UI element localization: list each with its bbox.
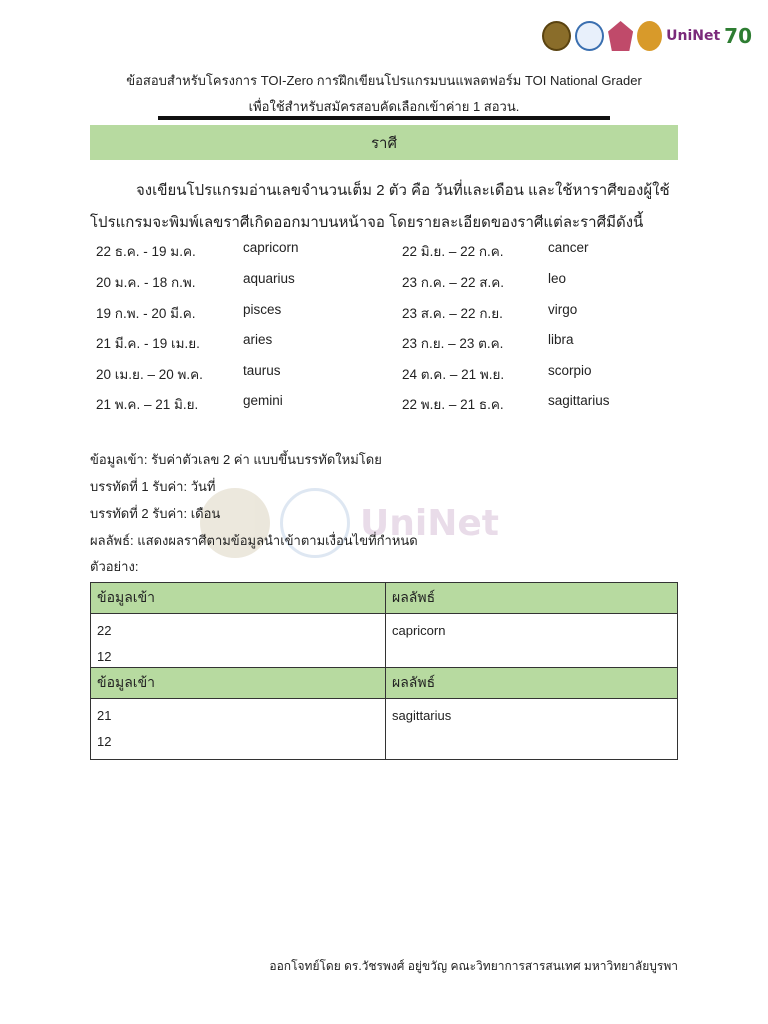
- zodiac-sign: aries: [243, 332, 273, 347]
- zodiac-sign: virgo: [548, 302, 578, 317]
- example-input-value: 12: [97, 649, 112, 664]
- example-header-output: ผลลัพธ์: [386, 668, 678, 699]
- zodiac-range: 23 ส.ค. – 22 ก.ย.: [402, 306, 503, 321]
- atom-logo-icon: [575, 21, 604, 51]
- watermark: [200, 478, 580, 568]
- example-header-input: ข้อมูลเข้า: [91, 583, 386, 614]
- zodiac-range: 22 ธ.ค. - 19 ม.ค.: [96, 244, 196, 259]
- zodiac-range: 20 ม.ค. - 18 ก.พ.: [96, 275, 196, 290]
- example-output-value: sagittarius: [392, 708, 452, 723]
- zodiac-sign: pisces: [243, 302, 282, 317]
- zodiac-range: 23 ก.ค. – 22 ส.ค.: [402, 275, 505, 290]
- example-input-value: 22: [97, 623, 112, 638]
- header-logos: [542, 16, 752, 56]
- zodiac-sign: gemini: [243, 393, 283, 408]
- zodiac-sign: sagittarius: [548, 393, 610, 408]
- example-output-cell: [386, 614, 678, 675]
- intro-line-2: โปรแกรมจะพิมพ์เลขราศีเกิดออกมาบนหน้าจอ โดยรายละเอียดของราศีแต่ละราศีมีดังนี้: [90, 214, 644, 231]
- zodiac-range: 24 ต.ค. – 21 พ.ย.: [402, 367, 505, 382]
- header-line-2: เพื่อใช้สำหรับสมัครสอบคัดเลือกเข้าค่าย 1 สอวน.: [248, 99, 520, 114]
- zodiac-range: 21 พ.ค. – 21 มิ.ย.: [96, 397, 199, 412]
- example-header-output: ผลลัพธ์: [386, 583, 678, 614]
- zodiac-range: 22 พ.ย. – 21 ธ.ค.: [402, 397, 504, 412]
- institute-logo-icon: [637, 21, 662, 51]
- example-input-value: 12: [97, 734, 112, 749]
- example-table-1: [90, 582, 678, 675]
- problem-title-text: ราศี: [370, 134, 397, 152]
- zodiac-sign: taurus: [243, 363, 281, 378]
- zodiac-range: 21 มี.ค. - 19 เม.ย.: [96, 336, 200, 351]
- zodiac-sign: cancer: [548, 240, 589, 255]
- example-label: ตัวอย่าง:: [90, 559, 139, 574]
- uninet-logo: UniNet: [666, 28, 721, 44]
- national-70-logo: 70: [724, 24, 753, 48]
- zodiac-sign: scorpio: [548, 363, 592, 378]
- line1-spec: บรรทัดที่ 1 รับค่า: วันที่: [90, 479, 216, 494]
- example-table-2: [90, 667, 678, 760]
- example-input-cell: [91, 699, 386, 760]
- output-spec: ผลลัพธ์: แสดงผลราศีตามข้อมูลนำเข้าตามเงื่อนไขที่กำหนด: [90, 533, 418, 548]
- line2-spec: บรรทัดที่ 2 รับค่า: เดือน: [90, 506, 221, 521]
- zodiac-sign: libra: [548, 332, 574, 347]
- zodiac-range: 19 ก.พ. - 20 มี.ค.: [96, 306, 196, 321]
- example-header-input: ข้อมูลเข้า: [91, 668, 386, 699]
- zodiac-sign: capricorn: [243, 240, 299, 255]
- zodiac-sign: leo: [548, 271, 567, 286]
- seal-logo-icon: [542, 21, 571, 51]
- problem-title: [90, 125, 678, 160]
- example-output-cell: [386, 699, 678, 760]
- example-input-value: 21: [97, 708, 112, 723]
- zodiac-sign: aquarius: [243, 271, 295, 286]
- zodiac-range: 23 ก.ย. – 23 ต.ค.: [402, 336, 504, 351]
- header-line-1: ข้อสอบสำหรับโครงการ TOI-Zero การฝึกเขียนโปรแกรมบนแพลตฟอร์ม TOI National Grader: [126, 73, 642, 88]
- input-spec: ข้อมูลเข้า: รับค่าตัวเลข 2 ค่า แบบขึ้นบรรทัดใหม่โดย: [90, 452, 382, 467]
- zodiac-range: 20 เม.ย. – 20 พ.ค.: [96, 367, 203, 382]
- header-divider: [158, 116, 610, 120]
- watermark-uninet-text: UniNet: [360, 502, 499, 544]
- footer-author: ออกโจทย์โดย ดร.วัชรพงศ์ อยู่ขวัญ คณะวิทยาการสารสนเทศ มหาวิทยาลัยบูรพา: [269, 959, 678, 973]
- zodiac-range: 22 มิ.ย. – 22 ก.ค.: [402, 244, 504, 259]
- example-input-cell: [91, 614, 386, 675]
- example-output-value: capricorn: [392, 623, 446, 638]
- intro-line-1: จงเขียนโปรแกรมอ่านเลขจำนวนเต็ม 2 ตัว คือ วันที่และเดือน และใช้หาราศีของผู้ใช้: [136, 182, 670, 199]
- crest-logo-icon: [608, 21, 633, 51]
